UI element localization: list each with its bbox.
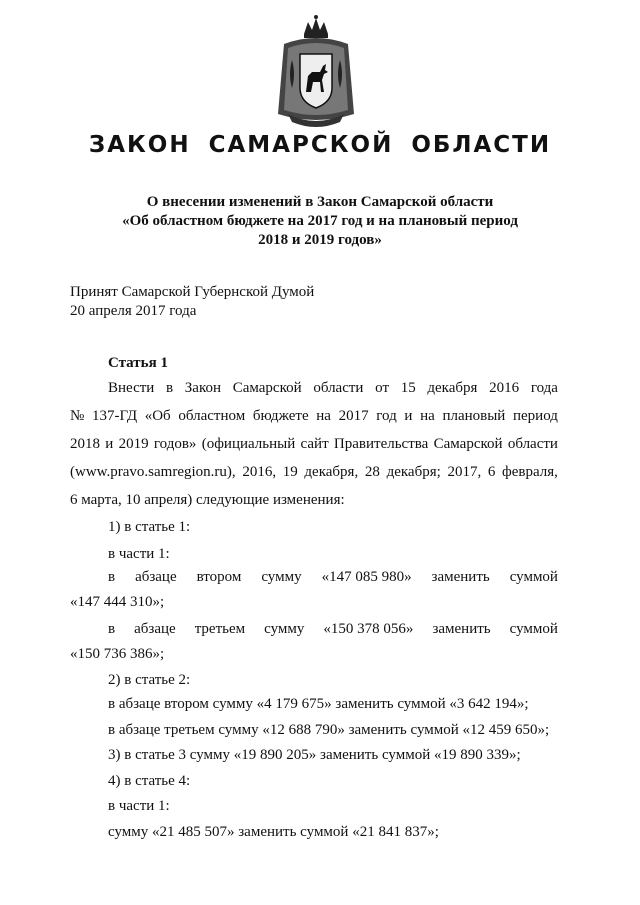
item-2-para-2: в абзаце втором сумму «4 179 675» заменить суммой «3 642 194»; (108, 696, 529, 712)
word: 2017 (338, 408, 369, 424)
word: и (404, 408, 413, 424)
word: в (166, 380, 174, 396)
article-heading: Статья 1 (108, 355, 168, 371)
item-1: 1) в статье 1: (108, 519, 191, 535)
word: «Об (144, 408, 171, 424)
word: 137-ГД (91, 408, 138, 424)
item-4-part: в части 1: (108, 798, 170, 814)
item-1-para-2-cont: «147 444 310»; (70, 594, 165, 610)
item-1-part: в части 1: (108, 546, 170, 562)
word: Самарской (232, 380, 302, 396)
intro-line-4 (70, 463, 558, 482)
word: заменить (432, 621, 491, 637)
word: «147 085 980» (321, 569, 412, 585)
item-2-para-3: в абзаце третьем сумму «12 688 790» заменить суммой «12 459 650»; (108, 722, 550, 738)
word: 19 (282, 464, 298, 480)
word: года (530, 380, 558, 396)
word: год (376, 408, 397, 424)
word: третьем (194, 621, 246, 637)
word: на (420, 408, 435, 424)
subtitle-line: 2018 и 2019 годов» (258, 232, 382, 248)
word: на (316, 408, 331, 424)
word: суммой (509, 569, 558, 585)
word: плановый (442, 408, 506, 424)
word: в (108, 621, 116, 637)
item-1-para-3 (108, 620, 558, 639)
word: 2016, (242, 464, 277, 480)
word: февраля, (502, 464, 558, 480)
intro-line-3 (70, 435, 558, 454)
word: сумму (264, 621, 305, 637)
word: 2016 (489, 380, 520, 396)
word: абзаце (135, 569, 177, 585)
word: № (70, 408, 85, 424)
word: декабря (427, 380, 478, 396)
word: 28 (364, 464, 380, 480)
word: и (105, 436, 114, 452)
item-4: 4) в статье 4: (108, 773, 191, 789)
word: годов» (153, 436, 197, 452)
item-1-para-2 (108, 568, 558, 587)
word: Закон (184, 380, 222, 396)
word: области (507, 436, 558, 452)
word: Самарской (433, 436, 503, 452)
adoption-date: 20 апреля 2017 года (70, 303, 197, 319)
word: (www.pravo.samregion.ru), (70, 464, 236, 480)
word: от (375, 380, 390, 396)
law-subtitle (60, 193, 580, 250)
word: в (108, 569, 116, 585)
word: бюджете (252, 408, 309, 424)
coat-of-arms-emblem (274, 14, 358, 128)
word: (официальный (201, 436, 296, 452)
word: период (512, 408, 558, 424)
item-4-sum: сумму «21 485 507» заменить суммой «21 841 837»; (108, 824, 439, 840)
word: 15 (400, 380, 416, 396)
word: 2017, (447, 464, 482, 480)
word: Правительства (333, 436, 429, 452)
word: сумму (261, 569, 302, 585)
word: области (313, 380, 364, 396)
word: сайт (300, 436, 329, 452)
item-3: 3) в статье 3 сумму «19 890 205» заменить суммой «19 890 339»; (108, 747, 521, 763)
subtitle-line: О внесении изменений в Закон Самарской области (146, 194, 494, 210)
word: втором (196, 569, 242, 585)
law-title: ЗАКОН САМАРСКОЙ ОБЛАСТИ (88, 132, 552, 158)
word: абзаце (134, 621, 176, 637)
word: декабря, (304, 464, 359, 480)
word: декабря; (386, 464, 441, 480)
word: «150 378 056» (323, 621, 414, 637)
word: Внести (108, 380, 155, 396)
subtitle-line: «Об областном бюджете на 2017 год и на плановый период (122, 213, 518, 229)
item-2: 2) в статье 2: (108, 672, 191, 688)
item-1-para-3-cont: «150 736 386»; (70, 646, 165, 662)
word: 6 (487, 464, 496, 480)
intro-line-1 (108, 379, 558, 398)
word: областном (178, 408, 246, 424)
adoption-info (70, 283, 314, 321)
intro-line-2 (70, 407, 558, 426)
word: 2019 (118, 436, 149, 452)
word: заменить (431, 569, 490, 585)
intro-line-5: 6 марта, 10 апреля) следующие изменения: (70, 492, 345, 508)
adoption-body: Принят Самарской Губернской Думой (70, 284, 315, 300)
word: 2018 (70, 436, 100, 452)
word: суммой (509, 621, 558, 637)
